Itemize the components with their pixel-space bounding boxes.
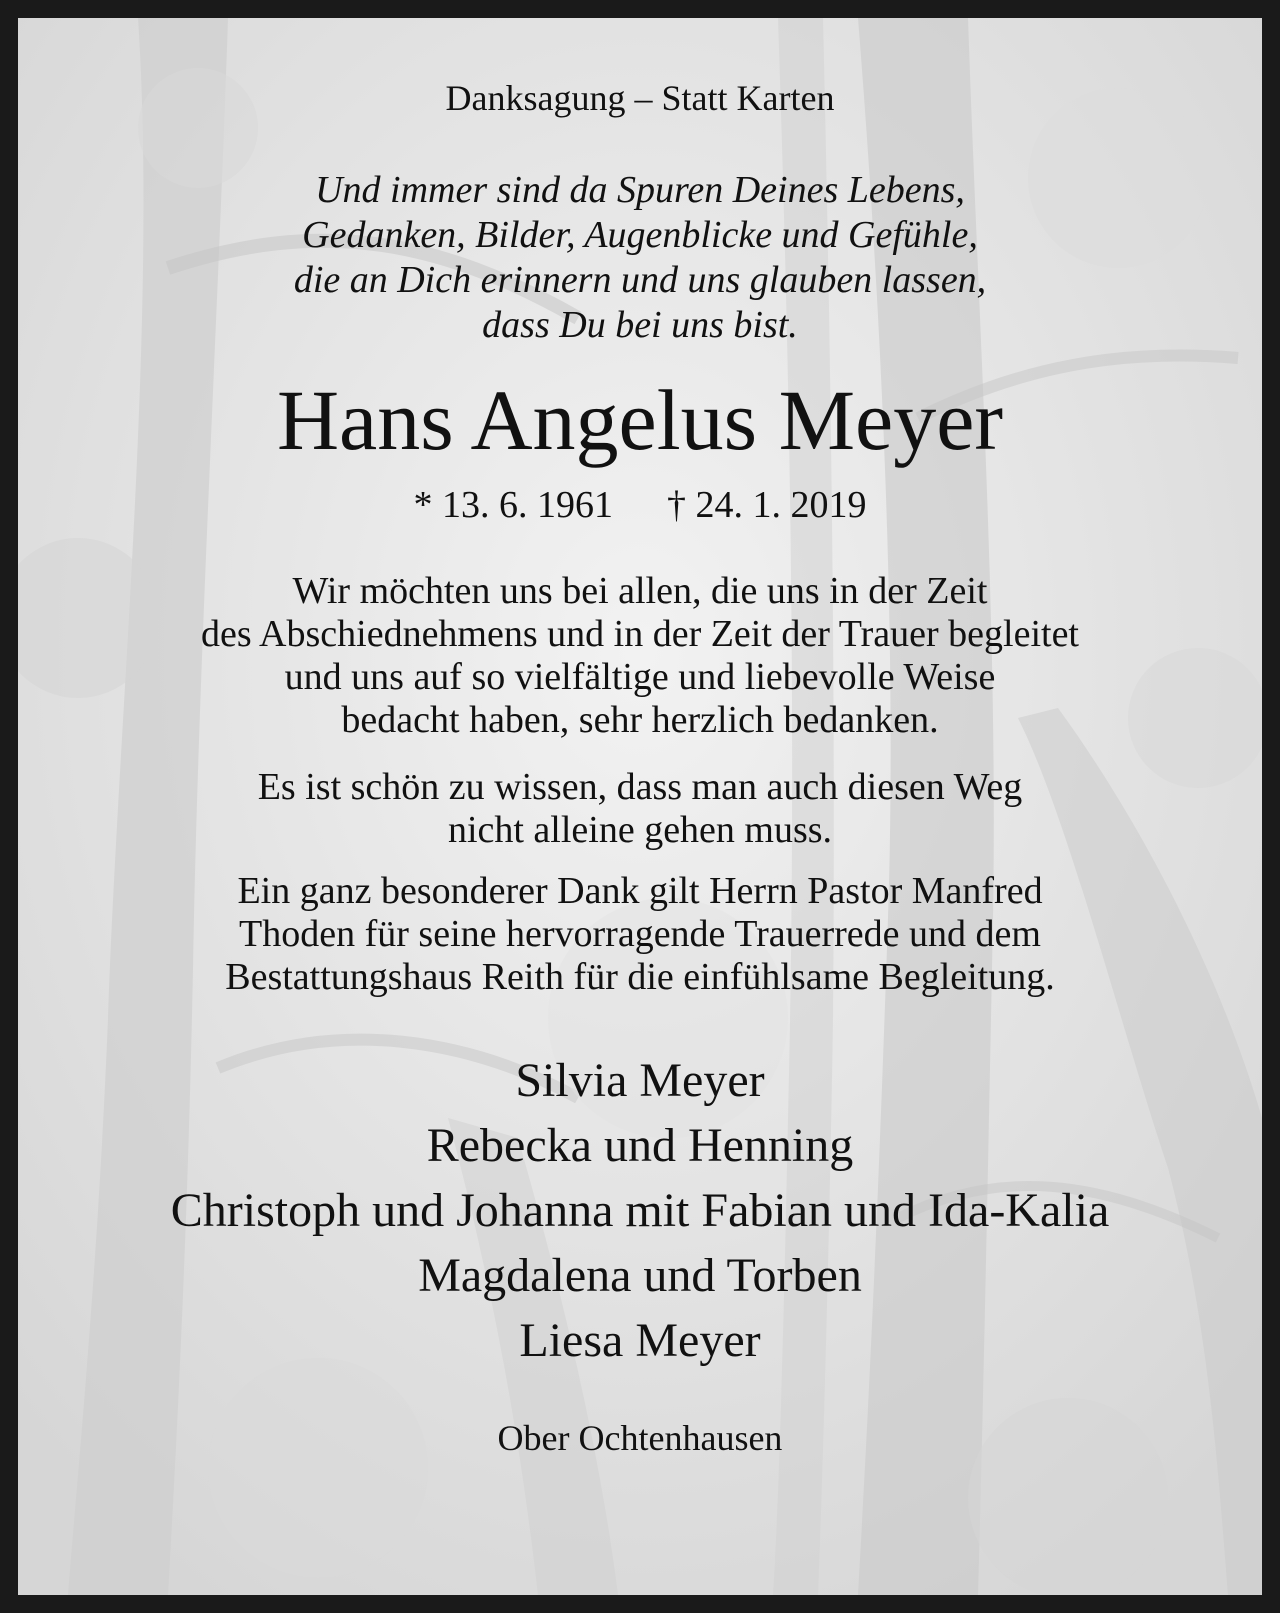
life-dates bbox=[18, 482, 1262, 528]
death-date: † 24. 1. 2019 bbox=[667, 484, 867, 526]
paragraph-line: bedacht haben, sehr herzlich bedanken. bbox=[341, 699, 939, 741]
paragraph-line: Ein ganz besonderer Dank gilt Herrn Pastor Manfred bbox=[237, 870, 1043, 912]
poem-verse bbox=[18, 168, 1262, 348]
thanks-paragraph-2 bbox=[18, 766, 1262, 852]
notice-header: Danksagung – Statt Karten bbox=[445, 78, 835, 118]
signer-name: Christoph und Johanna mit Fabian und Ida-Kalia bbox=[170, 1184, 1110, 1237]
signer-name: Silvia Meyer bbox=[515, 1054, 765, 1107]
paragraph-line: Bestattungshaus Reith für die einfühlsame Begleitung. bbox=[225, 956, 1055, 998]
paragraph-line: und uns auf so vielfältige und liebevolle Weise bbox=[284, 656, 996, 698]
thanks-paragraph-3 bbox=[18, 870, 1262, 999]
paragraph-line: Es ist schön zu wissen, dass man auch diesen Weg bbox=[257, 766, 1023, 808]
paragraph-line: des Abschiednehmens und in der Zeit der Trauer begleitet bbox=[200, 613, 1079, 655]
place-name: Ober Ochtenhausen bbox=[497, 1418, 783, 1458]
poem-line: die an Dich erinnern und uns glauben lassen, bbox=[293, 259, 987, 301]
signer-name: Magdalena und Torben bbox=[418, 1249, 862, 1302]
paragraph-line: Thoden für seine hervorragende Trauerrede und dem bbox=[239, 913, 1041, 955]
signer-name: Liesa Meyer bbox=[519, 1314, 761, 1367]
poem-line: dass Du bei uns bist. bbox=[482, 304, 798, 346]
birth-date: * 13. 6. 1961 bbox=[413, 484, 613, 526]
signers-list bbox=[18, 1048, 1262, 1373]
deceased-name: Hans Angelus Meyer bbox=[276, 372, 1004, 468]
poem-line: Und immer sind da Spuren Deines Lebens, bbox=[315, 169, 965, 211]
notice-content bbox=[18, 18, 1262, 1595]
poem-line: Gedanken, Bilder, Augenblicke und Gefühle, bbox=[302, 214, 978, 256]
paragraph-line: nicht alleine gehen muss. bbox=[447, 809, 833, 851]
signer-name: Rebecka und Henning bbox=[426, 1119, 854, 1172]
thanks-paragraph-1 bbox=[18, 570, 1262, 742]
paragraph-line: Wir möchten uns bei allen, die uns in der Zeit bbox=[292, 570, 988, 612]
